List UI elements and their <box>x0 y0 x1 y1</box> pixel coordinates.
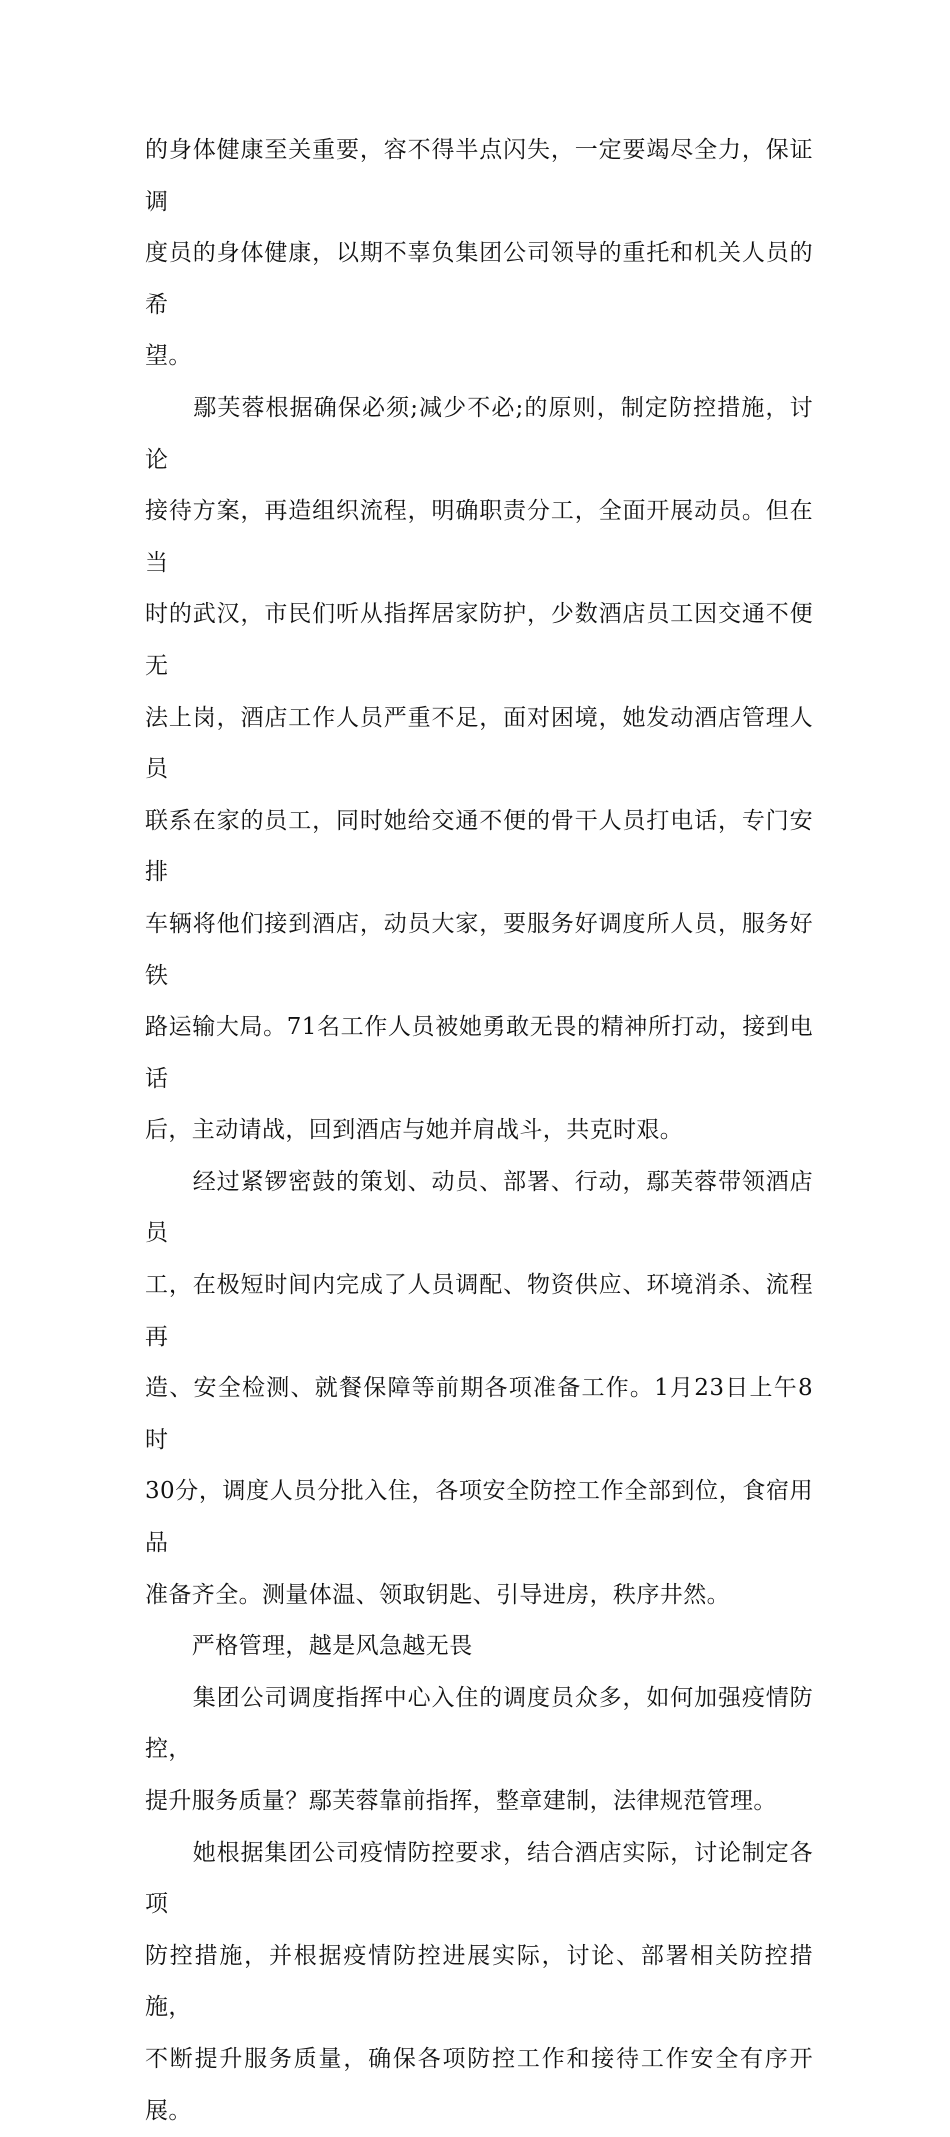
document-body <box>145 125 813 2137</box>
paragraph-preparation: 经过紧锣密鼓的策划、动员、部署、行动，鄢芙蓉带领酒店员 工，在极短时间内完成了人员调配、物资供应、环境消杀、流程再 造、安全检测、就餐保障等前期各项准备工作。1月23日上午8时 30分，调度人员分批入住，各项安全防控工作全部到位，食宿用品 准备齐全。测量体温、领取钥匙、引导进房，秩序井然。 <box>145 1168 813 1608</box>
paragraph-mobilization: 鄢芙蓉根据确保必须;减少不必;的原则，制定防控措施，讨论 接待方案，再造组织流程，明确职责分工，全面开展动员。但在当 时的武汉，市民们听从指挥居家防护，少数酒店员工因交通不便无 法上岗，酒店工作人员严重不足，面对困境，她发动酒店管理人员 联系在家的员工，同时她给交通不便的骨干人员打电话，专门安排 车辆将他们接到酒店，动员大家，要服务好调度所人员，服务好铁 路运输大局。71名工作人员被她勇敢无畏的精神所打动，接到电话 后，主动请战，回到酒店与她并肩战斗，共克时艰。 <box>145 394 813 1144</box>
paragraph-measures: 她根据集团公司疫情防控要求，结合酒店实际，讨论制定各项 防控措施，并根据疫情防控进展实际，讨论、部署相关防控措施， 不断提升服务质量，确保各项防控工作和接待工作安全有序开展。 <box>145 1839 813 2124</box>
paragraph-continuation: 的身体健康至关重要，容不得半点闪失，一定要竭尽全力，保证调 度员的身体健康，以期不辜负集团公司领导的重托和机关人员的希 望。 <box>145 137 813 370</box>
section-heading: 严格管理，越是风急越无畏 <box>145 1633 473 1660</box>
paragraph-management: 集团公司调度指挥中心入住的调度员众多，如何加强疫情防控， 提升服务质量？鄢芙蓉靠前指挥，整章建制，法律规范管理。 <box>145 1684 813 1814</box>
